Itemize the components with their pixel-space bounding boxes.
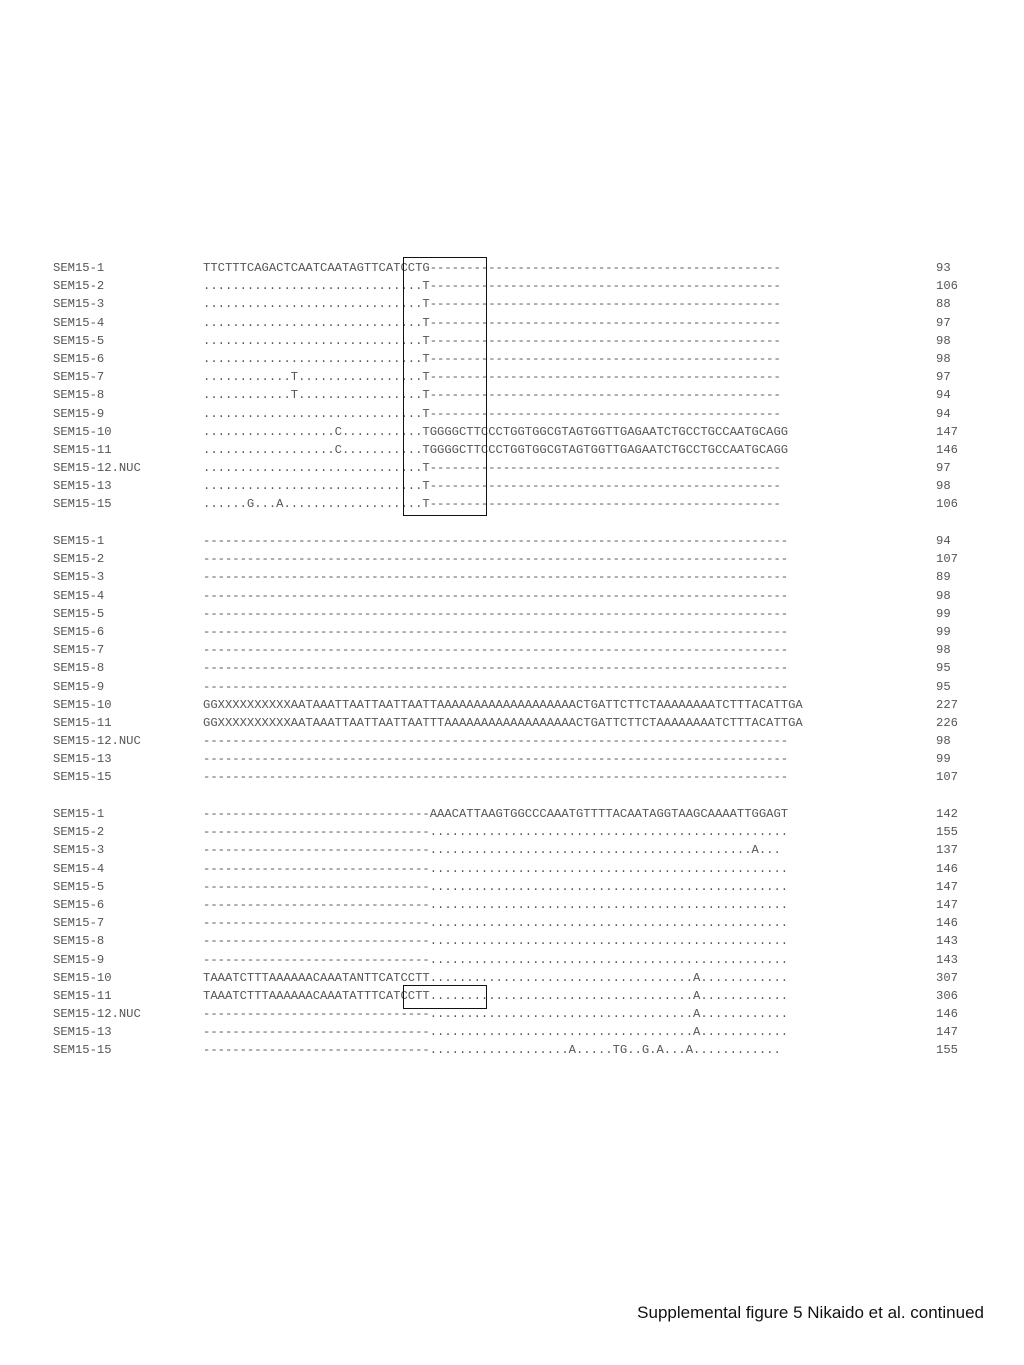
sequence-text: -------------------------------...................A.....TG..G.A...A............ bbox=[203, 1043, 781, 1058]
end-position: 107 bbox=[936, 552, 958, 567]
sequence-text: -------------------------------------------------------------------------------- bbox=[203, 534, 789, 548]
end-position: 146 bbox=[936, 861, 958, 876]
end-position: 95 bbox=[936, 661, 951, 676]
sequence-text: -------------------------------------------------------------------------------- bbox=[203, 752, 789, 767]
sequence-name: SEM15-6 bbox=[53, 624, 105, 639]
sequence-text: -------------------------------................................................. bbox=[203, 897, 789, 912]
end-position: 98 bbox=[936, 588, 951, 603]
sequence-text: -------------------------------............................................A... bbox=[203, 843, 781, 858]
sequence-name: SEM15-8 bbox=[53, 934, 105, 949]
sequence-name: SEM15-13 bbox=[53, 1025, 112, 1040]
sequence-text: -------------------------------------------------------------------------------- bbox=[203, 588, 789, 603]
end-position: 99 bbox=[936, 606, 951, 621]
end-position: 155 bbox=[936, 1043, 958, 1058]
sequence-name: SEM15-4 bbox=[53, 315, 105, 330]
end-position: 106 bbox=[936, 279, 958, 294]
sequence-text: ............T.................T------------------------------------------------ bbox=[203, 370, 781, 385]
sequence-name: SEM15-11 bbox=[53, 715, 112, 730]
sequence-text: ..............................T------------------------------------------------ bbox=[203, 461, 781, 476]
end-position: 99 bbox=[936, 752, 951, 767]
end-position: 88 bbox=[936, 297, 951, 312]
figure-caption: Supplemental figure 5 Nikaido et al. continued bbox=[637, 1303, 984, 1322]
sequence-text: -------------------------------------------------------------------------------- bbox=[203, 770, 789, 785]
sequence-name: SEM15-13 bbox=[53, 752, 112, 767]
sequence-text: TAAATCTTTAAAAAACAAATATTTCATCCTT....................................A............ bbox=[203, 988, 789, 1003]
end-position: 155 bbox=[936, 825, 958, 840]
end-position: 99 bbox=[936, 624, 951, 639]
sequence-text: ............T.................T------------------------------------------------ bbox=[203, 388, 781, 403]
end-position: 143 bbox=[936, 952, 958, 967]
sequence-text: -------------------------------................................................. bbox=[203, 934, 789, 949]
motif-highlight-box-1 bbox=[403, 257, 487, 516]
sequence-text: -------------------------------AAACATTAAGTGGCCCAAATGTTTTACAATAGGTAAGCAAAATTGGAGT bbox=[203, 807, 789, 821]
sequence-text: -------------------------------------------------------------------------------- bbox=[203, 734, 789, 749]
sequence-name: SEM15-1 bbox=[53, 534, 105, 548]
end-position: 147 bbox=[936, 879, 958, 894]
sequence-name: SEM15-6 bbox=[53, 897, 105, 912]
motif-highlight-box-2 bbox=[403, 985, 487, 1009]
sequence-name: SEM15-7 bbox=[53, 370, 105, 385]
sequence-name: SEM15-15 bbox=[53, 497, 112, 512]
sequence-text: -------------------------------------------------------------------------------- bbox=[203, 643, 789, 658]
end-position: 107 bbox=[936, 770, 958, 785]
sequence-name: SEM15-2 bbox=[53, 552, 105, 567]
sequence-text: -------------------------------................................................. bbox=[203, 879, 789, 894]
sequence-name: SEM15-11 bbox=[53, 988, 112, 1003]
end-position: 137 bbox=[936, 843, 958, 858]
end-position: 98 bbox=[936, 351, 951, 366]
end-position: 146 bbox=[936, 442, 958, 457]
end-position: 97 bbox=[936, 461, 951, 476]
sequence-text: ......G...A...................T------------------------------------------------ bbox=[203, 497, 781, 512]
sequence-text: ..............................T------------------------------------------------ bbox=[203, 315, 781, 330]
sequence-name: SEM15-10 bbox=[53, 970, 112, 985]
sequence-text: -------------------------------------------------------------------------------- bbox=[203, 679, 789, 694]
sequence-text: -------------------------------....................................A............ bbox=[203, 1007, 789, 1022]
end-position: 94 bbox=[936, 388, 951, 403]
end-position: 307 bbox=[936, 970, 958, 985]
end-position: 98 bbox=[936, 734, 951, 749]
end-position: 89 bbox=[936, 570, 951, 585]
end-position: 143 bbox=[936, 934, 958, 949]
sequence-name: SEM15-5 bbox=[53, 333, 105, 348]
sequence-name: SEM15-6 bbox=[53, 351, 105, 366]
end-position: 146 bbox=[936, 916, 958, 931]
sequence-text: -------------------------------....................................A............ bbox=[203, 1025, 789, 1040]
sequence-name: SEM15-1 bbox=[53, 807, 105, 821]
sequence-name: SEM15-8 bbox=[53, 661, 105, 676]
end-position: 98 bbox=[936, 333, 951, 348]
sequence-name: SEM15-4 bbox=[53, 588, 105, 603]
sequence-name: SEM15-12.NUC bbox=[53, 734, 141, 749]
sequence-text: ..............................T------------------------------------------------ bbox=[203, 297, 781, 312]
sequence-name: SEM15-10 bbox=[53, 424, 112, 439]
sequence-name: SEM15-2 bbox=[53, 825, 105, 840]
sequence-text: ..................C...........TGGGGCTTCCCTGGTGGCGTAGTGGTTGAGAATCTGCCTGCCAATGCAGG bbox=[203, 424, 789, 439]
end-position: 226 bbox=[936, 715, 958, 730]
sequence-text: ..............................T------------------------------------------------ bbox=[203, 479, 781, 494]
end-position: 94 bbox=[936, 534, 951, 548]
sequence-name: SEM15-10 bbox=[53, 697, 112, 712]
end-position: 227 bbox=[936, 697, 958, 712]
end-position: 95 bbox=[936, 679, 951, 694]
sequence-name: SEM15-13 bbox=[53, 479, 112, 494]
end-position: 97 bbox=[936, 370, 951, 385]
end-position: 147 bbox=[936, 1025, 958, 1040]
sequence-name: SEM15-11 bbox=[53, 442, 112, 457]
sequence-text: ..............................T------------------------------------------------ bbox=[203, 406, 781, 421]
sequence-text: -------------------------------------------------------------------------------- bbox=[203, 606, 789, 621]
sequence-text: GGXXXXXXXXXXAATAAATTAATTAATTAATTTAAAAAAAAAAAAAAAAAACTGATTCTTCTAAAAAAAATCTTTACATTGA bbox=[203, 715, 803, 730]
sequence-text: ..............................T------------------------------------------------ bbox=[203, 333, 781, 348]
end-position: 142 bbox=[936, 807, 958, 821]
sequence-text: ..............................T------------------------------------------------ bbox=[203, 279, 781, 294]
end-position: 106 bbox=[936, 497, 958, 512]
sequence-name: SEM15-7 bbox=[53, 916, 105, 931]
sequence-name: SEM15-5 bbox=[53, 606, 105, 621]
sequence-text: -------------------------------................................................. bbox=[203, 916, 789, 931]
sequence-text: ..................C...........TGGGGCTTCCCTGGTGGCGTAGTGGTTGAGAATCTGCCTGCCAATGCAGG bbox=[203, 442, 789, 457]
end-position: 94 bbox=[936, 406, 951, 421]
sequence-name: SEM15-9 bbox=[53, 952, 105, 967]
sequence-name: SEM15-9 bbox=[53, 679, 105, 694]
sequence-text: -------------------------------................................................. bbox=[203, 861, 789, 876]
end-position: 97 bbox=[936, 315, 951, 330]
end-position: 146 bbox=[936, 1007, 958, 1022]
sequence-name: SEM15-12.NUC bbox=[53, 461, 141, 476]
sequence-name: SEM15-2 bbox=[53, 279, 105, 294]
sequence-name: SEM15-5 bbox=[53, 879, 105, 894]
sequence-text: TTCTTTCAGACTCAATCAATAGTTCATCCTG------------------------------------------------ bbox=[203, 261, 781, 275]
sequence-text: -------------------------------------------------------------------------------- bbox=[203, 624, 789, 639]
end-position: 306 bbox=[936, 988, 958, 1003]
sequence-text: ..............................T------------------------------------------------ bbox=[203, 351, 781, 366]
sequence-name: SEM15-7 bbox=[53, 643, 105, 658]
end-position: 98 bbox=[936, 643, 951, 658]
sequence-name: SEM15-3 bbox=[53, 570, 105, 585]
sequence-name: SEM15-3 bbox=[53, 297, 105, 312]
sequence-name: SEM15-15 bbox=[53, 1043, 112, 1058]
end-position: 147 bbox=[936, 897, 958, 912]
sequence-text: -------------------------------................................................. bbox=[203, 952, 789, 967]
sequence-name: SEM15-12.NUC bbox=[53, 1007, 141, 1022]
sequence-name: SEM15-15 bbox=[53, 770, 112, 785]
sequence-text: -------------------------------------------------------------------------------- bbox=[203, 552, 789, 567]
sequence-name: SEM15-9 bbox=[53, 406, 105, 421]
sequence-text: GGXXXXXXXXXXAATAAATTAATTAATTAATTAAAAAAAAAAAAAAAAAAACTGATTCTTCTAAAAAAAATCTTTACATTGA bbox=[203, 697, 803, 712]
sequence-text: -------------------------------................................................. bbox=[203, 825, 789, 840]
end-position: 93 bbox=[936, 261, 951, 275]
sequence-name: SEM15-1 bbox=[53, 261, 105, 275]
sequence-name: SEM15-8 bbox=[53, 388, 105, 403]
sequence-name: SEM15-3 bbox=[53, 843, 105, 858]
end-position: 147 bbox=[936, 424, 958, 439]
end-position: 98 bbox=[936, 479, 951, 494]
sequence-name: SEM15-4 bbox=[53, 861, 105, 876]
sequence-text: TAAATCTTTAAAAAACAAATANTTCATCCTT....................................A............ bbox=[203, 970, 789, 985]
sequence-text: -------------------------------------------------------------------------------- bbox=[203, 570, 789, 585]
sequence-text: -------------------------------------------------------------------------------- bbox=[203, 661, 789, 676]
